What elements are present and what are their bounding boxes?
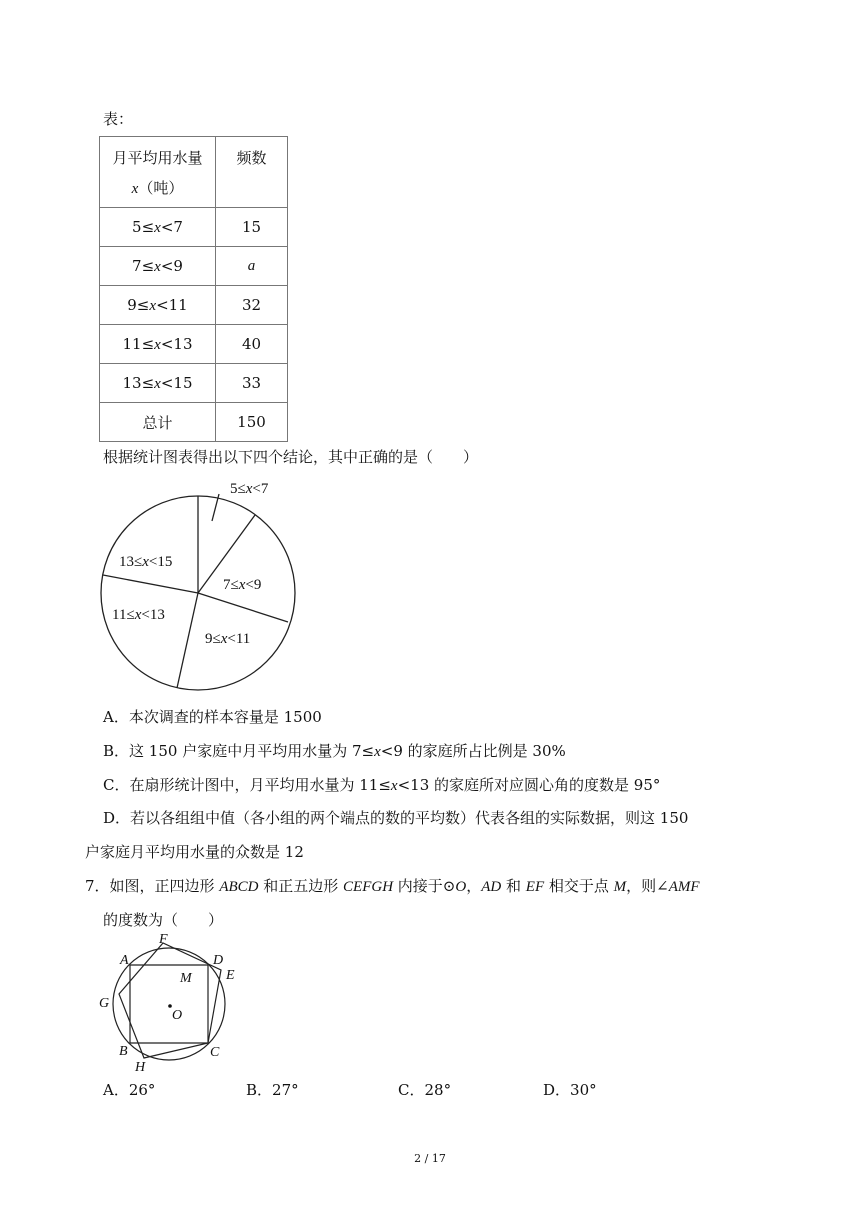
frequency-table: [99, 136, 288, 442]
label-c: C: [210, 1045, 220, 1060]
geometry-figure: [96, 932, 246, 1074]
pie-label-9-11: 9≤x<11: [205, 631, 251, 647]
pie-divider: [177, 593, 198, 688]
square-abcd: [130, 965, 208, 1043]
freq-cell: 32: [216, 286, 288, 325]
label-h: H: [135, 1060, 146, 1074]
header-label: 月平均用水量: [112, 149, 203, 167]
header-var: x: [131, 181, 139, 197]
table-header-row: [100, 137, 288, 208]
total-label: 总计: [100, 403, 216, 442]
freq-cell: a: [216, 247, 288, 286]
range-cell: 7≤x<9: [100, 247, 216, 286]
table-row: [100, 325, 288, 364]
pie-label-7-9: 7≤x<9: [223, 577, 262, 593]
range-cell: 11≤x<13: [100, 325, 216, 364]
range-cell: 13≤x<15: [100, 364, 216, 403]
option-d-line2: 户家庭月平均用水量的众数是 12: [85, 843, 304, 861]
pie-label-13-15: 13≤x<15: [119, 554, 173, 570]
label-g: G: [99, 996, 110, 1011]
freq-cell: 40: [216, 325, 288, 364]
q7-option-b: B．27°: [246, 1081, 299, 1099]
option-a: A．本次调查的样本容量是 1500: [103, 708, 322, 726]
header-unit: （吨）: [138, 179, 184, 197]
option-c: C．在扇形统计图中，月平均用水量为 11≤x<13 的家庭所对应圆心角的度数是 95°: [103, 776, 661, 794]
table-row: [100, 247, 288, 286]
range-cell: 9≤x<11: [100, 286, 216, 325]
page-number: 2 / 17: [414, 1152, 446, 1165]
range-cell: 5≤x<7: [100, 208, 216, 247]
question-7-line2: 的度数为（ ）: [103, 911, 224, 929]
freq-cell: 33: [216, 364, 288, 403]
label-m: M: [180, 971, 192, 986]
pie-label-11-13: 11≤x<13: [112, 607, 165, 623]
q7-option-c: C．28°: [398, 1081, 452, 1099]
question-6-prompt: 根据统计图表得出以下四个结论，其中正确的是（ ）: [103, 448, 479, 466]
question-7-line1: 7．如图，正四边形 ABCD 和正五边形 CEFGH 内接于⊙O，AD 和 EF 相交于点 M，则∠AMF: [85, 877, 700, 895]
label-o: O: [172, 1008, 183, 1023]
header-frequency: 频数: [216, 137, 288, 208]
option-d-line1: D．若以各组组中值（各小组的两个端点的数的平均数）代表各组的实际数据，则这 150: [103, 809, 689, 827]
table-row: [100, 208, 288, 247]
pie-divider: [103, 575, 198, 593]
table-intro: 表：: [103, 110, 134, 128]
table-total-row: [100, 403, 288, 442]
label-f: F: [159, 932, 168, 947]
pie-chart: [95, 476, 305, 696]
header-water-usage: [100, 137, 216, 208]
pie-label-5-7: 5≤x<7: [230, 481, 269, 497]
q7-option-d: D．30°: [543, 1081, 597, 1099]
label-e: E: [226, 968, 235, 983]
total-value: 150: [216, 403, 288, 442]
table-row: [100, 364, 288, 403]
label-a: A: [120, 953, 129, 968]
label-d: D: [213, 953, 224, 968]
pie-divider: [198, 593, 288, 622]
option-b: B．这 150 户家庭中月平均用水量为 7≤x<9 的家庭所占比例是 30%: [103, 742, 566, 760]
freq-cell: 15: [216, 208, 288, 247]
table-row: [100, 286, 288, 325]
label-b: B: [119, 1044, 128, 1059]
q7-option-a: A．26°: [103, 1081, 156, 1099]
